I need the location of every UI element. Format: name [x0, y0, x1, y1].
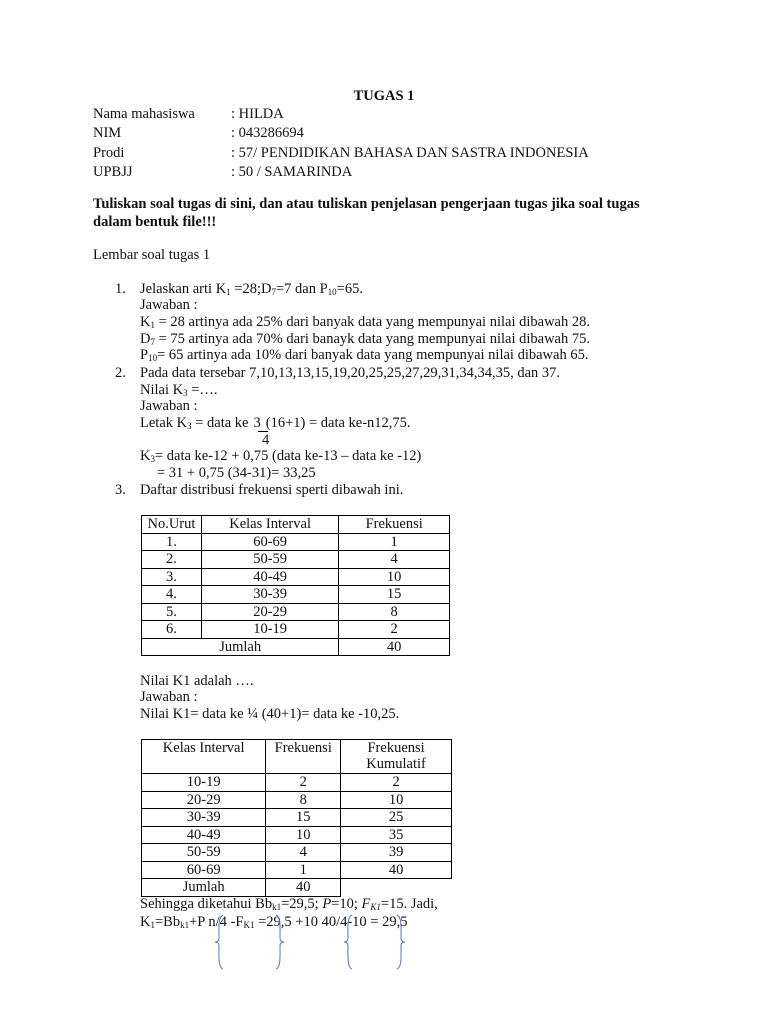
- table-cell: 2: [341, 774, 452, 792]
- table-cell: 6.: [142, 621, 202, 639]
- table-cell: 8: [266, 791, 341, 809]
- answer-line: $D_7 = 75$ artinya ada 70% dari banayk data yang mempunyai nilai dibawah 75.: [140, 331, 590, 347]
- answer-line: $K_3=$ data ke-12 + 0,75 (data ke-13 – data ke -12): [140, 448, 422, 464]
- section-heading: Lembar soal tugas 1: [93, 247, 211, 263]
- question-2-text: Pada data tersebar 7,10,13,13,15,19,20,25,25,27,29,31,34,34,35, dan 37.: [140, 365, 561, 381]
- table-cell: 10-19: [142, 774, 266, 792]
- table-total-value: 40: [339, 638, 450, 656]
- info-row-prodi: [93, 145, 589, 164]
- table-total-label: Jumlah: [142, 879, 266, 897]
- info-value: : HILDA: [231, 106, 284, 122]
- table-row: [142, 603, 450, 621]
- question-number: 1.: [115, 281, 126, 297]
- table-cell: 1.: [142, 533, 202, 551]
- table-header-row: [142, 740, 452, 774]
- table-row: [142, 826, 452, 844]
- document-title: TUGAS 1: [353, 88, 415, 104]
- question-number: 2.: [115, 365, 126, 381]
- table-total-value: 40: [266, 879, 341, 897]
- table-cell: 4: [339, 551, 450, 569]
- table-cell: 5.: [142, 603, 202, 621]
- table-cell: 20-29: [201, 603, 338, 621]
- table-total-label: Jumlah: [142, 638, 339, 656]
- table-total-row: [142, 638, 450, 656]
- table-cell: 15: [339, 586, 450, 604]
- info-label: NIM: [93, 125, 122, 142]
- conclusion-line-2: $K_1=Bb_{k1}+P$ n/4 $-F_{K1} =29,5 +10$ 40/4-10 = 29,5: [140, 914, 408, 930]
- table-cell: 2: [339, 621, 450, 639]
- question-number: 3.: [115, 482, 126, 498]
- table-row: [142, 791, 452, 809]
- table-cell: 4.: [142, 586, 202, 604]
- info-row-name: [93, 106, 589, 125]
- table-cell: 40-49: [201, 568, 338, 586]
- table-row: [142, 809, 452, 827]
- table-cell: 15: [266, 809, 341, 827]
- table-cell: 2.: [142, 551, 202, 569]
- table-row: [142, 551, 450, 569]
- table-cell: 30-39: [201, 586, 338, 604]
- table-cell: 50-59: [201, 551, 338, 569]
- table-row: [142, 533, 450, 551]
- table-cell: 10-19: [201, 621, 338, 639]
- table-header-row: [142, 516, 450, 534]
- question-1-text: Jelaskan arti $K_1$ $=28;D_7=7$ dan $P_{10}=65$.: [140, 281, 363, 297]
- table-cell: 1: [266, 861, 341, 879]
- table-cell: 20-29: [142, 791, 266, 809]
- table-row: [142, 774, 452, 792]
- table-total-row: [142, 879, 452, 897]
- answer-line: $K_1 = 28$ artinya ada 25% dari banyak data yang mempunyai nilai dibawah 28.: [140, 314, 590, 330]
- table-header: Kelas Interval: [142, 740, 266, 774]
- answer-label: Jawaban :: [140, 689, 198, 705]
- right-brace-annotation: [275, 914, 285, 970]
- table-cell: 4: [266, 844, 341, 862]
- right-brace-annotation: [396, 914, 406, 970]
- table-cell: 8: [339, 603, 450, 621]
- question-3-nilai: Nilai K1 adalah ….: [140, 673, 254, 689]
- table-row: [142, 568, 450, 586]
- conclusion-line-1: Sehingga diketahui $Bb_{k1}=29,5$; P=10; $F_{K1}=15$. Jadi,: [140, 896, 438, 912]
- table-row: [142, 621, 450, 639]
- info-value: : 043286694: [231, 125, 304, 142]
- answer-line: = 31 + 0,75 (34-31)= 33,25: [157, 465, 316, 481]
- info-row-upbjj: [93, 164, 589, 183]
- info-value: : 57/ PENDIDIKAN BAHASA DAN SASTRA INDONESIA: [231, 144, 589, 161]
- table-cell: 10: [341, 791, 452, 809]
- table-cell: 60-69: [142, 861, 266, 879]
- table-header: No.Urut: [142, 516, 202, 534]
- answer-label: Jawaban :: [140, 297, 198, 313]
- table-header: Frekuensi: [339, 516, 450, 534]
- table-cell: 3.: [142, 568, 202, 586]
- table-cell: 35: [341, 826, 452, 844]
- student-info: [93, 106, 589, 183]
- table-cell: 25: [341, 809, 452, 827]
- table-header: Frekuensi: [266, 740, 341, 774]
- answer-line-letak: Letak $K_3$ = data ke 3 (16+1) = data ke-n12,75.: [140, 415, 411, 431]
- table-empty-cell: [341, 879, 452, 897]
- table-header: Kelas Interval: [201, 516, 338, 534]
- table-cell: 30-39: [142, 809, 266, 827]
- table-cell: 60-69: [201, 533, 338, 551]
- info-value: : 50 / SAMARINDA: [231, 163, 353, 180]
- table-cell: 40: [341, 861, 452, 879]
- instruction-text: Tuliskan soal tugas di sini, dan atau tuliskan penjelasan pengerjaan tugas jika soal tugas dalam bentuk file!!!: [93, 196, 640, 230]
- table-cell: 39: [341, 844, 452, 862]
- table-cell: 2: [266, 774, 341, 792]
- info-label: Nama mahasiswa: [93, 106, 195, 122]
- info-label: Prodi: [93, 144, 125, 161]
- table-cell: 10: [339, 568, 450, 586]
- answer-line: $P_{10}= 65$ artinya ada 10% dari banyak data yang mempunyai nilai dibawah 65.: [140, 347, 589, 363]
- info-label: UPBJJ: [93, 163, 133, 180]
- fraction-denominator: 4: [262, 432, 270, 448]
- answer-line: Nilai K1= data ke ¼ (40+1)= data ke -10,25.: [140, 706, 400, 722]
- table-cell: 1: [339, 533, 450, 551]
- table-cell: 50-59: [142, 844, 266, 862]
- left-brace-annotation: [214, 914, 224, 970]
- cumulative-frequency-table: [141, 739, 452, 897]
- table-row: [142, 586, 450, 604]
- answer-label: Jawaban :: [140, 398, 198, 414]
- table-cell: 10: [266, 826, 341, 844]
- left-brace-annotation: [343, 914, 353, 970]
- table-header: Frekuensi Kumulatif: [341, 740, 452, 774]
- info-row-nim: [93, 125, 589, 144]
- frequency-table: [141, 515, 450, 656]
- table-row: [142, 861, 452, 879]
- question-3-text: Daftar distribusi frekuensi sperti dibawah ini.: [140, 482, 404, 498]
- table-cell: 40-49: [142, 826, 266, 844]
- table-row: [142, 844, 452, 862]
- question-2-nilai: Nilai $K_3$ =….: [140, 382, 218, 398]
